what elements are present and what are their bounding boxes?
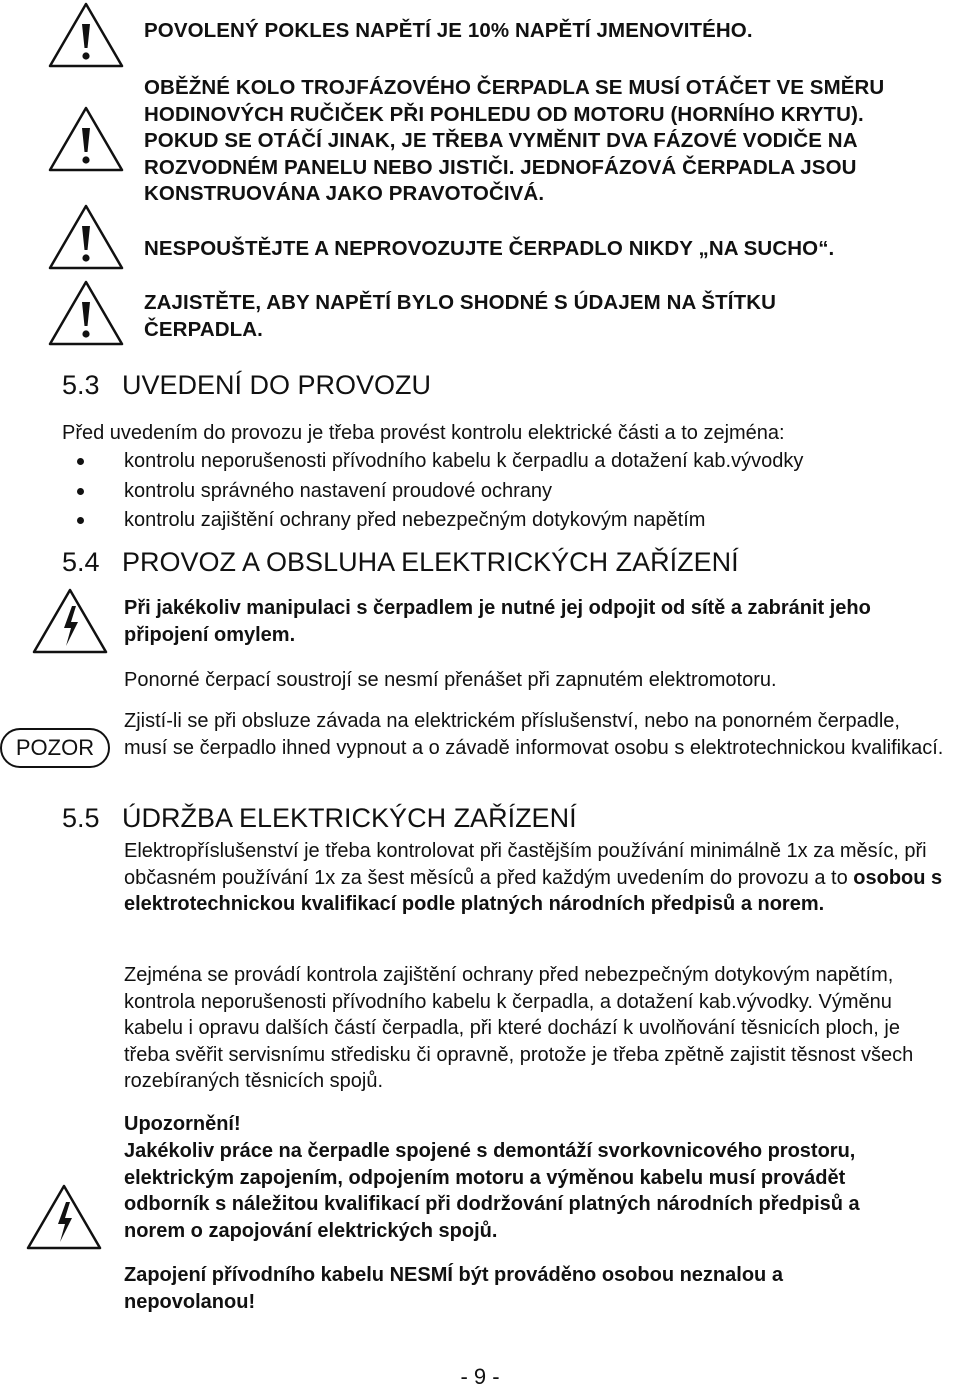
section-title: PROVOZ A OBSLUHA ELEKTRICKÝCH ZAŘÍZENÍ (122, 547, 739, 577)
list-item: kontrolu neporušenosti přívodního kabelu k čerpadlu a dotažení kab.vývodky (62, 447, 942, 477)
paragraph: Elektropříslušenství je třeba kontrolovat při častějším používání minimálně 1x za měsíc, při občasném používání 1x za šest měsíců a před každým uvedením do provozu a to osobou s elektrotechnickou kvalifikací podle platných národních předpisů a norem. (124, 840, 943, 915)
warning-exclamation-icon (48, 106, 124, 172)
paragraph: Zejména se provádí kontrola zajištění ochrany před nebezpečným dotykovým napětím, kontrola neporušenosti přívodního kabelu k čerpadla, a dotažení kab.vývodky. Výměnu kabelu i opravu dalších částí čerpadla, při které dochází k uvolňování těsnicích ploch, je třeba svěřit servisnímu středisku či opravně, protože je třeba zpětně zajistit těsnost všech rozebíraných těsnicích spojů. (124, 964, 914, 1092)
emphasis: osobou s elektrotechnickou kvalifikací podle platných národních předpisů a norem. (124, 866, 943, 915)
paragraph: Zjistí-li se při obsluze závada na elektrickém příslušenství, nebo na ponorném čerpadle, musí se čerpadlo ihned vypnout a o závadě informovat osobu s elektrotechnickou kvalifikací. (124, 710, 944, 759)
section-title: UVEDENÍ DO PROVOZU (122, 370, 432, 400)
warning-text: NESPOUŠTĚJTE A NEPROVOZUJTE ČERPADLO NIKDY „NA SUCHO“. (144, 237, 835, 260)
section-number: 5.5 (62, 803, 100, 833)
section-heading (62, 802, 577, 834)
warning-text: POVOLENÝ POKLES NAPĚTÍ JE 10% NAPĚTÍ JMENOVITÉHO. (144, 19, 753, 42)
section-number: 5.3 (62, 370, 100, 400)
electric-hazard-icon (32, 588, 108, 654)
section-number: 5.4 (62, 547, 100, 577)
warning-exclamation-icon (48, 204, 124, 270)
list-item: kontrolu zajištění ochrany před nebezpečným dotykovým napětím (62, 506, 942, 536)
bullet-dot (77, 488, 84, 495)
bullet-list (62, 447, 942, 536)
warning-exclamation-icon (48, 2, 124, 68)
bullet-dot (77, 517, 84, 524)
warning-exclamation-icon (48, 280, 124, 346)
electric-hazard-icon (26, 1184, 102, 1250)
list-item: kontrolu správného nastavení proudové ochrany (62, 477, 942, 507)
section-heading (62, 546, 739, 578)
safety-warning: Při jakékoliv manipulaci s čerpadlem je nutné jej odpojit od sítě a zabránit jeho připojení omylem. (124, 597, 871, 646)
paragraph: Ponorné čerpací soustrojí se nesmí přenášet při zapnutém elektromotoru. (124, 669, 777, 691)
final-warning: Zapojení přívodního kabelu NESMÍ být prováděno osobou neznalou a nepovolanou! (124, 1264, 783, 1313)
page-number: - 9 - (460, 1364, 500, 1389)
pozor-label: POZOR (0, 728, 110, 768)
section-title: ÚDRŽBA ELEKTRICKÝCH ZAŘÍZENÍ (122, 803, 577, 833)
warning-text: ZAJISTĚTE, ABY NAPĚTÍ BYLO SHODNÉ S ÚDAJEM NA ŠTÍTKU ČERPADLA. (144, 291, 777, 341)
bullet-dot (77, 458, 84, 465)
intro-text: Před uvedením do provozu je třeba provést kontrolu elektrické části a to zejména: (62, 422, 785, 444)
notice-title: Upozornění! (124, 1113, 241, 1135)
warning-text: OBĚŽNÉ KOLO TROJFÁZOVÉHO ČERPADLA SE MUSÍ OTÁČET VE SMĚRU HODINOVÝCH RUČIČEK PŘI POHLEDU OD MOTORU (HORNÍHO KRYTU). POKUD SE OTÁČÍ JINAK, JE TŘEBA VYMĚNIT DVA FÁZOVÉ VODIČE NA ROZVODNÉM PANELU NEBO JISTIČI. JEDNOFÁZOVÁ ČERPADLA JSOU KONSTRUOVÁNA JAKO PRAVOTOČIVÁ. (144, 76, 885, 205)
notice-body: Jakékoliv práce na čerpadle spojené s demontáží svorkovnicového prostoru, elektrickým zapojením, odpojením motoru a výměnou kabelu musí provádět odborník s náležitou kvalifikací při dodržování platných národních předpisů a norem o zapojování elektrických spojů. (124, 1140, 860, 1242)
section-heading (62, 369, 431, 401)
